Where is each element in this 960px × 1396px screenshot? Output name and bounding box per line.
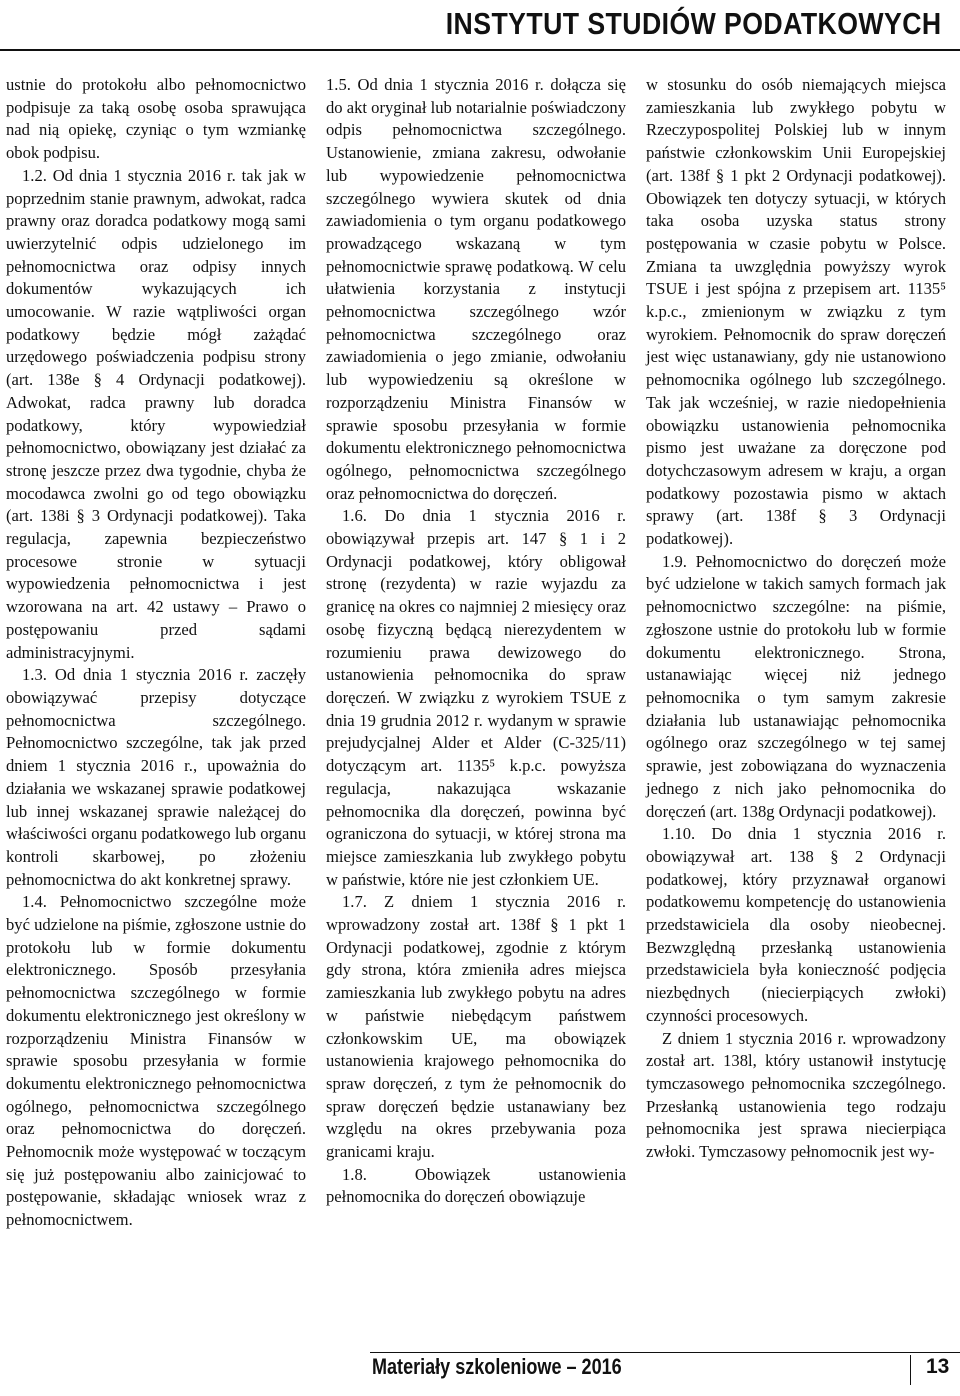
paragraph: ustnie do protokołu albo pełnomocnictwo podpisuje za taką osobę osoba sprawująca nad nią opiekę, czyniąc o tym wzmiankę obok podpisu. <box>6 75 306 163</box>
column-3 <box>646 74 946 1164</box>
paragraph: 1.9. Pełnomocnictwo do doręczeń może być udzielone w takich samych formach jak pełnomocnictwo szczególne: na piśmie, zgłoszone ustnie do protokołu lub w formie dokumentu elektronicznego. Strona, ustanawiając więcej niż jednego pełnomocnika o tym samym zakresie działania lub ustanawiając pełnomocnika ogólnego oraz szczególnego w tej samej sprawie, jest zobowiązana do wyznaczenia jednego z nich jako pełnomocnika do doręczeń (art. 138g Ordynacji podatkowej). <box>646 551 946 821</box>
paragraph: 1.4. Pełnomocnictwo szczególne może być udzielone na piśmie, zgłoszone ustnie do protokołu lub w formie dokumentu elektronicznego. Sposób przesyłania pełnomocnictwa szczególnego w formie dokumentu elektronicznego jest określony w rozporządzeniu Ministra Finansów w sprawie sposobu przesyłania w formie dokumentu elektronicznego pełnomocnictwa ogólnego, pełnomocnictwa szczególnego oraz pełnomocnictwa do doręczeń. Pełnomocnik może występować w toczącym się już postępowaniu albo zainicjować to postępowanie, składając wniosek wraz z pełnomocnictwem. <box>6 892 306 1230</box>
column-1 <box>6 74 306 1232</box>
page-number: 13 <box>926 1355 950 1378</box>
paragraph: 1.10. Do dnia 1 stycznia 2016 r. obowiązywał art. 138 § 2 Ordynacji podatkowej, który przyznawał organowi podatkowemu kompetencję do ustanowienia przedstawiciela dla osoby nieobecnej. Bezwzględną przesłanką ustanowienia przedstawiciela była konieczność podjęcia niezbędnych (niecierpiących zwłoki) czynności procesowych. <box>646 824 946 1025</box>
header-rule <box>0 49 960 51</box>
footer-separator <box>910 1355 911 1385</box>
paragraph: w stosunku do osób niemających miejsca zamieszkania lub zwykłego pobytu w Rzeczypospolitej Polskiej lub w innym państwie członkowskim Unii Europejskiej (art. 138f § 1 pkt 2 Ordynacji podatkowej). Obowiązek ten dotyczy sytuacji, w których taka osoba uzyska status strony postępowania w czasie pobytu w Polsce. Zmiana ta uwzględnia powyższy wyrok TSUE i jest spójna z przepisem art. 1135⁵ k.p.c., zmienionym w związku z tym wyrokiem. Pełnomocnik do spraw doręczeń jest więc ustanawiany, gdy nie ustanowiono pełnomocnika ogólnego lub szczególnego. Tak jak wcześniej, w razie niedopełnienia obowiązku ustanowienia pełnomocnika pismo jest uważane za doręczone pod dotychczasowym adresem w kraju, a organ podatkowy pozostawia pismo w aktach sprawy (art. 138f § 3 Ordynacji podatkowej). <box>646 75 946 549</box>
footer-text: Materiały szkoleniowe – 2016 <box>372 1354 622 1379</box>
paragraph: 1.5. Od dnia 1 stycznia 2016 r. dołącza się do akt oryginał lub notarialnie poświadczony odpis pełnomocnictwa szczególnego. Ustanowienie, zmiana zakresu, odwołanie lub wypowiedzenie pełnomocnictwa szczególnego wywiera skutek od dnia zawiadomienia o tym organu podatkowego prowadzącego wskazaną w tym pełnomocnictwie sprawę podatkową. W celu ułatwienia korzystania z instytucji pełnomocnictwa szczególnego wzór pełnomocnictwa szczególnego oraz zawiadomienia o jego zmianie, odwołaniu lub wypowiedzeniu są określone w rozporządzeniu Ministra Finansów w sprawie sposobu przesyłania w formie dokumentu elektronicznego pełnomocnictwa ogólnego, pełnomocnictwa szczególnego oraz pełnomocnictwa do doręczeń. <box>326 75 626 503</box>
paragraph: 1.7. Z dniem 1 stycznia 2016 r. wprowadzony został art. 138f § 1 pkt 1 Ordynacji podatkowej, zgodnie z którym gdy strona, która zmieniła adres miejsca zamieszkania lub zwykłego pobytu na adres w państwie niebędącym państwem członkowskim UE, ma obowiązek ustanowienia krajowego pełnomocnika do spraw doręczeń, z tym że pełnomocnik do spraw doręczeń będzie ustanawiany bez względu na okres przebywania poza granicami kraju. <box>326 892 626 1162</box>
paragraph: 1.3. Od dnia 1 stycznia 2016 r. zaczęły obowiązywać przepisy dotyczące pełnomocnictwa szczególnego. Pełnomocnictwo szczególne, tak jak przed dniem 1 stycznia 2016 r., upoważnia do działania we wskazanej sprawie podatkowej lub innej wskazanej sprawie należącej do właściwości organu podatkowego lub organu kontroli skarbowej, po złożeniu pełnomocnictwa do akt konkretnej sprawy. <box>6 665 306 889</box>
paragraph: 1.8. Obowiązek ustanowienia pełnomocnika do doręczeń obowiązuje <box>326 1164 626 1207</box>
paragraph: 1.2. Od dnia 1 stycznia 2016 r. tak jak w poprzednim stanie prawnym, adwokat, radca prawny oraz doradca podatkowy mogą sami uwierzytelnić odpis udzielonego im pełnomocnictwa oraz odpisy innych dokumentów wykazujących ich umocowanie. W razie wątpliwości organ podatkowy będzie mógł zażądać urzędowego poświadczenia podpisu strony (art. 138e § 4 Ordynacji podatkowej). Adwokat, radca prawny lub doradca podatkowy, który wypowiedział pełnomocnictwo, obowiązany jest działać za stronę jeszcze przez dwa tygodnie, chyba że mocodawca zwolni go od tego obowiązku (art. 138i § 3 Ordynacji podatkowej). Taka regulacja, zapewnia bezpieczeństwo procesowe stronie w sytuacji wypowiedzenia pełnomocnictwa i jest wzorowana na art. 42 ustawy – Prawo o postępowaniu przed sądami administracyjnymi. <box>6 165 306 662</box>
column-2 <box>326 74 626 1209</box>
header-title: INSTYTUT STUDIÓW PODATKOWYCH <box>446 6 942 41</box>
paragraph: Z dniem 1 stycznia 2016 r. wprowadzony został art. 138l, który ustanowił instytucję tymczasowego pełnomocnika szczególnego. Przesłanką ustanowienia tego rodzaju pełnomocnika jest sprawa niecierpiąca zwłoki. Tymczasowy pełnomocnik jest wy- <box>646 1028 946 1162</box>
paragraph: 1.6. Do dnia 1 stycznia 2016 r. obowiązywał przepis art. 147 § 1 i 2 Ordynacji podatkowej, który obligował stronę (rezydenta) w razie wyjazdu za granicę na okres co najmniej 2 miesięcy oraz osobę fizyczną będącą nierezydentem w rozumieniu prawa dewizowego do ustanowienia pełnomocnika do spraw doręczeń. W związku z wyrokiem TSUE z dnia 19 grudnia 2012 r. wydanym w sprawie prejudycjalnej Alder et Alder (C-325/11) dotyczącym art. 1135⁵ k.p.c. powyższa regulacja, nakazująca wskazanie pełnomocnika dla doręczeń, powinna być ograniczona do sytuacji, w której strona ma miejsce zamieszkania lub zwykłego pobytu w państwie, które nie jest członkiem UE. <box>326 506 626 889</box>
footer-rule <box>370 1352 960 1353</box>
